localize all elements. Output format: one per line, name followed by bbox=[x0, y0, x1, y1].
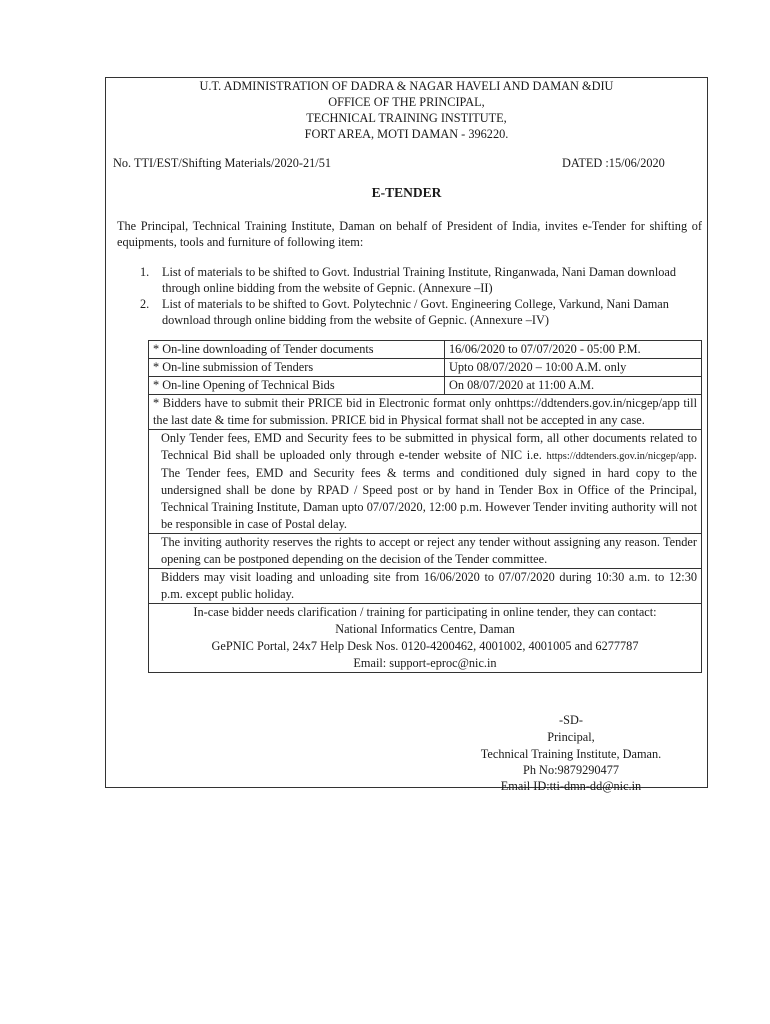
help-line-1: In-case bidder needs clarification / training for participating in online tender, they can contact: bbox=[193, 605, 657, 619]
tender-schedule-table bbox=[148, 340, 702, 673]
schedule-value: Upto 08/07/2020 – 10:00 A.M. only bbox=[445, 359, 702, 377]
table-row bbox=[149, 604, 702, 673]
table-row bbox=[149, 534, 702, 569]
items-list bbox=[136, 264, 702, 328]
table-row bbox=[149, 359, 702, 377]
fees-note-text: Only Tender fees, EMD and Security fees to be submitted in physical form, all other documents related to Technical Bid shall be uploaded only through e-tender website of NIC i.e. bbox=[161, 431, 697, 462]
schedule-label: * On-line submission of Tenders bbox=[149, 359, 445, 377]
signature-email: Email ID:tti-dmn-dd@nic.in bbox=[500, 779, 642, 793]
help-line-2: National Informatics Centre, Daman bbox=[335, 622, 515, 636]
page-title: E-TENDER bbox=[371, 185, 442, 200]
header-line-4: FORT AREA, MOTI DAMAN - 396220. bbox=[304, 127, 509, 141]
document-frame bbox=[105, 77, 708, 793]
table-row bbox=[149, 430, 702, 534]
list-item-number: 1. bbox=[140, 265, 150, 279]
list-item bbox=[136, 296, 702, 328]
nic-portal-link[interactable]: https://ddtenders.gov.in/nicgep/app bbox=[546, 451, 694, 462]
help-line-3: GePNIC Portal, 24x7 Help Desk Nos. 0120-4200462, 4001002, 4001005 and 6277787 bbox=[211, 639, 639, 653]
reference-number: No. TTI/EST/Shifting Materials/2020-21/51 bbox=[113, 156, 332, 170]
help-desk-info bbox=[149, 604, 702, 673]
table-row bbox=[149, 377, 702, 395]
document-date: DATED :15/06/2020 bbox=[562, 156, 665, 170]
table-row bbox=[149, 395, 702, 430]
schedule-label: * On-line downloading of Tender documents bbox=[149, 341, 445, 359]
list-item-text: List of materials to be shifted to Govt. Industrial Training Institute, Ringanwada, Nani Daman download through online bidding from the website of Gepnic. (Annexure –II) bbox=[162, 265, 676, 295]
header-line-2: OFFICE OF THE PRINCIPAL, bbox=[328, 95, 485, 109]
fees-note bbox=[149, 430, 702, 534]
schedule-label: * On-line Opening of Technical Bids bbox=[149, 377, 445, 395]
rights-note: The inviting authority reserves the rights to accept or reject any tender without assigning any reason. Tender opening can be postponed depending on the decision of the Tender committee. bbox=[149, 534, 702, 569]
table-row bbox=[149, 341, 702, 359]
signature-institute: Technical Training Institute, Daman. bbox=[480, 747, 662, 761]
signature-sd: -SD- bbox=[559, 713, 583, 727]
site-visit-note: Bidders may visit loading and unloading site from 16/06/2020 to 07/07/2020 during 10:30 a.m. to 12:30 p.m. except public holiday. bbox=[149, 569, 702, 604]
table-row bbox=[149, 569, 702, 604]
intro-paragraph: The Principal, Technical Training Institute, Daman on behalf of President of India, invites e-Tender for shifting of equipments, tools and furniture of following item: bbox=[117, 219, 702, 249]
help-email: Email: support-eproc@nic.in bbox=[353, 656, 497, 670]
schedule-value: 16/06/2020 to 07/07/2020 - 05:00 P.M. bbox=[445, 341, 702, 359]
price-bid-note: * Bidders have to submit their PRICE bid in Electronic format only onhttps://ddtenders.gov.in/nicgep/app till the last date & time for submission. PRICE bid in Physical format shall not be accepted in any case. bbox=[149, 395, 702, 430]
header-line-3: TECHNICAL TRAINING INSTITUTE, bbox=[306, 111, 507, 125]
signature-phone: Ph No:9879290477 bbox=[523, 763, 619, 777]
signature-designation: Principal, bbox=[547, 730, 595, 744]
schedule-value: On 08/07/2020 at 11:00 A.M. bbox=[445, 377, 702, 395]
header-line-1: U.T. ADMINISTRATION OF DADRA & NAGAR HAVELI AND DAMAN &DIU bbox=[199, 79, 614, 93]
list-item bbox=[136, 264, 702, 296]
list-item-text: List of materials to be shifted to Govt. Polytechnic / Govt. Engineering College, Varkund, Nani Daman download through online bidding from the website of Gepnic. (Annexure –IV) bbox=[162, 297, 669, 327]
list-item-number: 2. bbox=[140, 297, 150, 311]
fees-note-text-continued: . The Tender fees, EMD and Security fees & terms and conditioned duly signed in hard copy to the undersigned shall be done by RPAD / Speed post or by hand in Tender Box in Office of the Principal, Technical Training Institute, Daman upto 07/07/2020, 12:00 p.m. However Tender inviting authority will not be responsible in case of Postal delay. bbox=[161, 448, 697, 531]
